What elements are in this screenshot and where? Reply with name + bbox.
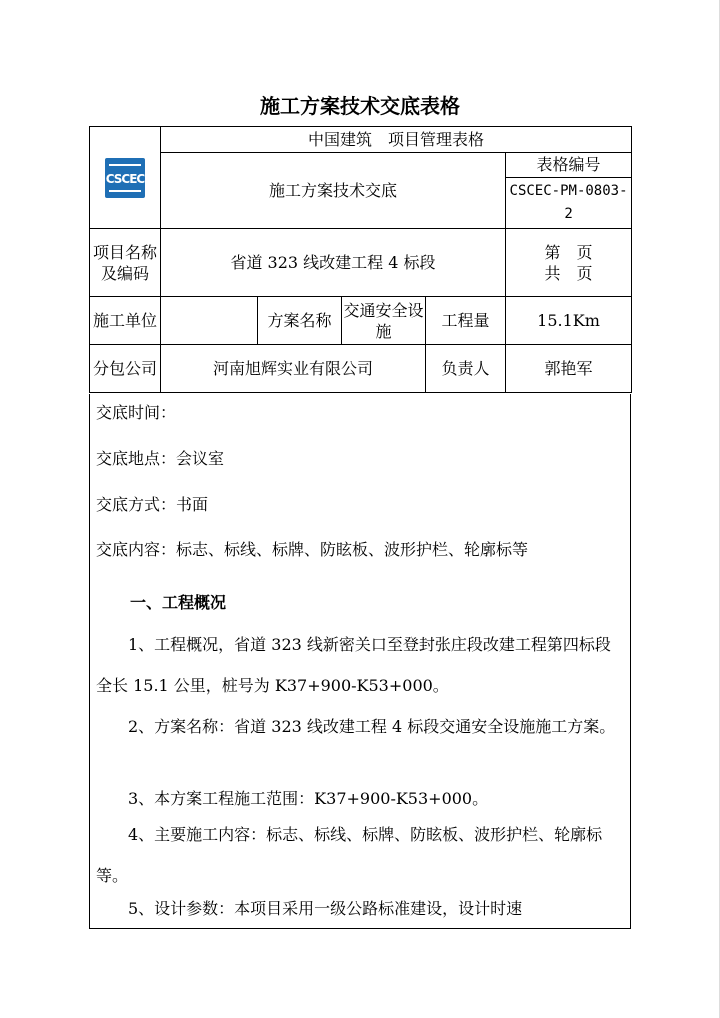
scheme-name-label: 方案名称: [258, 297, 342, 345]
construction-unit-value: [161, 297, 258, 345]
project-value: 省道 323 线改建工程 4 标段: [161, 229, 506, 297]
project-label: 项目名称及编码: [90, 229, 161, 297]
section-heading-overview: 一、工程概况: [130, 593, 227, 612]
form-name: 施工方案技术交底: [161, 153, 506, 229]
construction-unit-label: 施工单位: [90, 297, 161, 345]
page-number-label: 第 页: [544, 242, 593, 262]
form-number-value: CSCEC-PM-0803-2: [509, 183, 628, 222]
page-count-cell: [506, 229, 632, 297]
disclosure-time: 交底时间：: [96, 403, 177, 422]
paragraph-design-params: 5、设计参数：本项目采用一级公路标准建设，设计时速: [128, 899, 523, 918]
company-logo-cell: [90, 127, 161, 229]
org-header: 中国建筑 项目管理表格: [161, 127, 632, 153]
disclosure-place: 交底地点：会议室: [96, 449, 225, 468]
page-total-label: 共 页: [544, 263, 593, 283]
paragraph-scope: 3、本方案工程施工范围：K37+900-K53+000。: [128, 789, 489, 808]
paragraph-overview: 1、工程概况，省道 323 线新密关口至登封张庄段改建工程第四标段全长 15.1 公里，桩号为 K37+900-K53+000。: [96, 635, 611, 695]
document-title: 施工方案技术交底表格: [260, 94, 460, 118]
header-form-table: [89, 126, 632, 393]
subcontractor-value: 河南旭辉实业有限公司: [161, 345, 426, 393]
cscec-logo-icon: CSCEC: [105, 158, 145, 198]
responsible-person-label: 负责人: [426, 345, 506, 393]
form-number-cell: [506, 153, 632, 229]
scheme-name-value: 交通安全设施: [342, 297, 426, 345]
paragraph-scheme-name: 2、方案名称：省道 323 线改建工程 4 标段交通安全设施施工方案。: [128, 717, 616, 736]
subcontractor-label: 分包公司: [90, 345, 161, 393]
disclosure-method: 交底方式：书面: [96, 495, 209, 514]
form-number-label: 表格编号: [506, 153, 631, 178]
disclosure-items: 交底内容：标志、标线、标牌、防眩板、波形护栏、轮廓标等: [96, 540, 529, 559]
responsible-person-value: 郭艳军: [506, 345, 632, 393]
paragraph-main-content: 4、主要施工内容：标志、标线、标牌、防眩板、波形护栏、轮廓标等。: [96, 825, 603, 885]
quantity-value: 15.1Km: [506, 297, 632, 345]
quantity-label: 工程量: [426, 297, 506, 345]
disclosure-content-box: [89, 394, 631, 929]
